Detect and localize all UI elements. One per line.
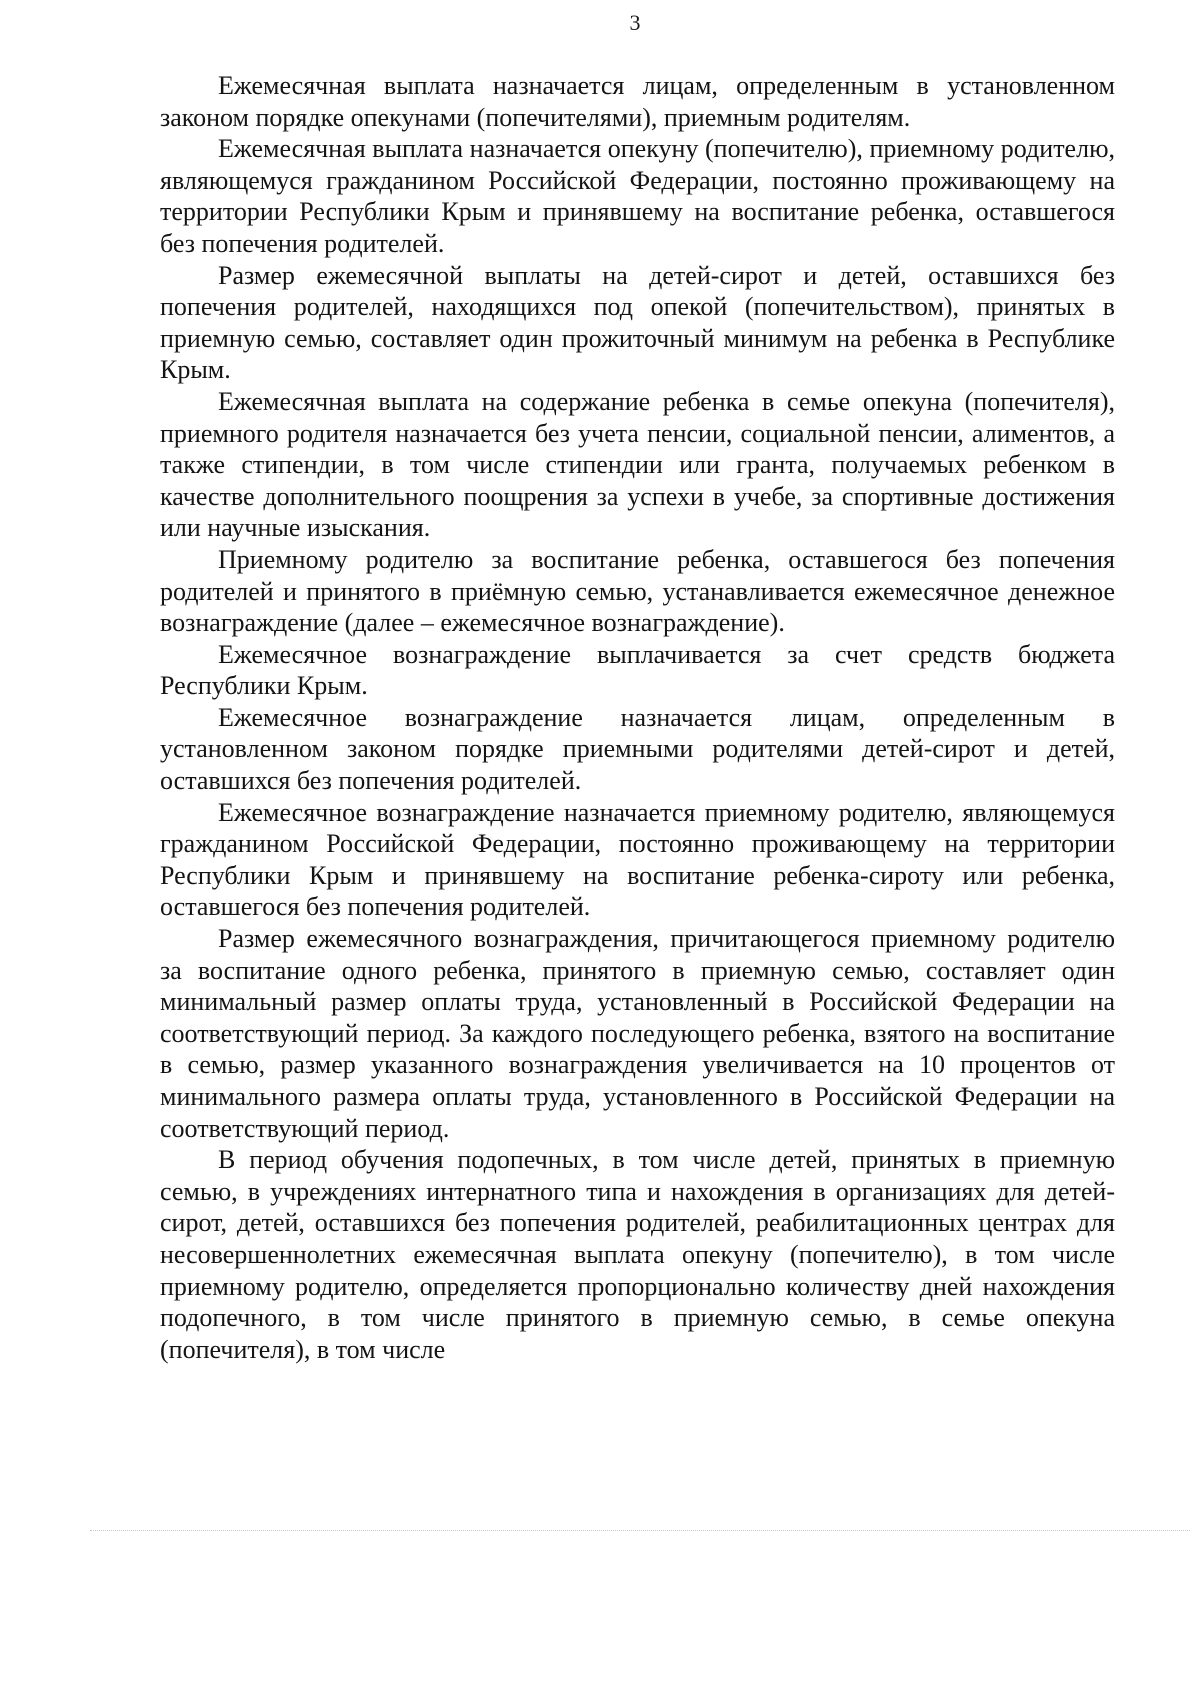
document-body xyxy=(160,70,1115,1365)
paragraph: Ежемесячная выплата назначается опекуну (попечителю), приемному родителю, являющемуся гражданином Российской Федерации, постоянно проживающему на территории Республики Крым и принявшему на воспитание ребенка, оставшегося без попечения родителей. xyxy=(160,134,1115,258)
paragraph: Приемному родителю за воспитание ребенка, оставшегося без попечения родителей и принятого в приёмную семью, устанавливается ежемесячное денежное вознаграждение (далее – ежемесячное вознаграждение). xyxy=(160,544,1115,638)
page-number: 3 xyxy=(629,10,641,35)
paragraph: Ежемесячная выплата на содержание ребенка в семье опекуна (попечителя), приемного родителя назначается без учета пенсии, социальной пенсии, алиментов, а также стипендии, в том числе стипендии или гранта, получаемых ребенком в качестве дополнительного поощрения за успехи в учебе, за спортивные достижения или научные изыскания. xyxy=(160,386,1115,543)
paragraph: Ежемесячное вознаграждение выплачивается за счет средств бюджета Республики Крым. xyxy=(160,639,1115,701)
paragraph: Размер ежемесячной выплаты на детей-сирот и детей, оставшихся без попечения родителей, находящихся под опекой (попечительством), принятых в приемную семью, составляет один прожиточный минимум на ребенка в Республике Крым. xyxy=(160,260,1115,385)
paragraph: Ежемесячное вознаграждение назначается приемному родителю, являющемуся гражданином Российской Федерации, постоянно проживающему на территории Республики Крым и принявшему на воспитание ребенка-сироту или ребенка, оставшегося без попечения родителей. xyxy=(160,797,1115,922)
paragraph: Ежемесячное вознаграждение назначается лицам, определенным в установленном законом порядке приемными родителями детей-сирот и детей, оставшихся без попечения родителей. xyxy=(160,702,1115,796)
paragraph: В период обучения подопечных, в том числе детей, принятых в приемную семью, в учреждениях интернатного типа и нахождения в организациях для детей-сирот, детей, оставшихся без попечения родителей, реабилитационных центрах для несовершеннолетних ежемесячная выплата опекуну (попечителю), в том числе приемному родителю, определяется пропорционально количеству дней нахождения подопечного, в том числе принятого в приемную семью, в семье опекуна (попечителя), в том числе xyxy=(160,1145,1115,1364)
paragraph: Размер ежемесячного вознаграждения, причитающегося приемному родителю за воспитание одного ребенка, принятого в приемную семью, составляет один минимальный размер оплаты труда, установленный в Российской Федерации на соответствующий период. За каждого последующего ребенка, взятого на воспитание в семью, размер указанного вознаграждения увеличивается на 10 процентов от минимального размера оплаты труда, установленного в Российской Федерации на соответствующий период. xyxy=(160,924,1115,1143)
scan-artifact-line xyxy=(90,1530,1190,1532)
paragraph: Ежемесячная выплата назначается лицам, определенным в установленном законом порядке опекунами (попечителями), приемным родителям. xyxy=(160,71,1115,132)
